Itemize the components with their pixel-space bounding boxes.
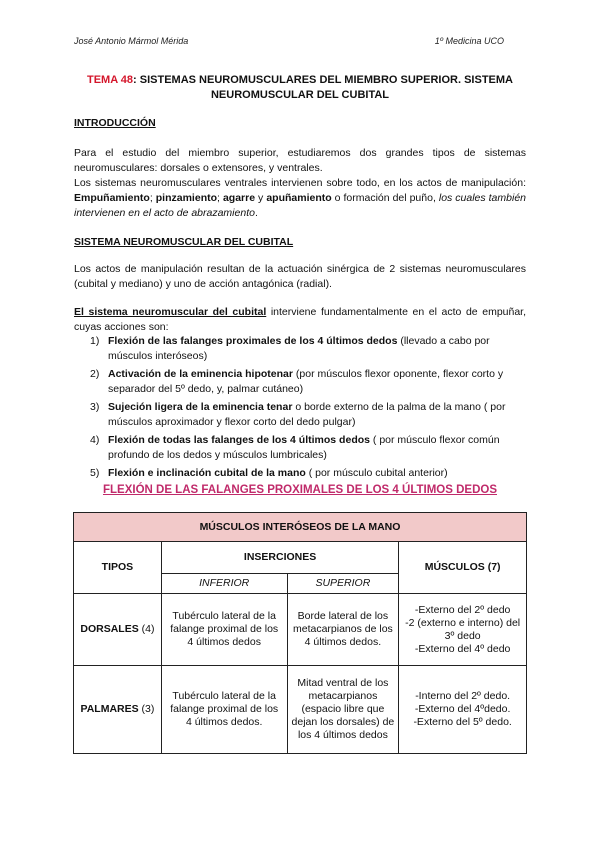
col-musculos: MÚSCULOS (7)	[399, 542, 527, 594]
col-inserciones: INSERCIONES	[161, 542, 398, 574]
col-inferior: INFERIOR	[161, 574, 287, 594]
header-course: 1º Medicina UCO	[434, 36, 504, 46]
list-item: 5) Flexión e inclinación cubital de la mano ( por músculo cubital anterior)	[90, 467, 448, 479]
inferior-cell: Tubérculo lateral de la falange proximal de los 4 últimos dedos.	[161, 666, 287, 754]
superior-cell: Borde lateral de los metacarpianos de los 4 últimos dedos.	[287, 594, 399, 666]
musculos-cell: -Interno del 2º dedo. -Externo del 4ºdedo. -Externo del 5º dedo.	[399, 666, 527, 754]
document-title	[74, 73, 526, 103]
intro-heading: INTRODUCCIÓN	[74, 117, 156, 129]
inferior-cell: Tubérculo lateral de la falange proximal de los 4 últimos dedos	[161, 594, 287, 666]
list-item: 3) Sujeción ligera de la eminencia tenar o borde externo de la palma de la mano ( por músculos aproximador y flexor corto del dedo pulgar)	[90, 401, 506, 428]
col-tipos: TIPOS	[74, 542, 162, 594]
intro-paragraph-1: Para el estudio del miembro superior, estudiaremos dos grandes tipos de sistemas neuromusculares: dorsales o extensores, y ventrales.	[74, 147, 526, 174]
cubital-heading: SISTEMA NEUROMUSCULAR DEL CUBITAL	[74, 236, 294, 248]
actions-list	[90, 334, 530, 485]
tipo-cell: DORSALES (4)	[74, 594, 162, 666]
title-line1: : SISTEMAS NEUROMUSCULARES DEL MIEMBRO SUPERIOR. SISTEMA	[133, 74, 513, 86]
table-row	[74, 594, 527, 666]
list-item: 1) Flexión de las falanges proximales de los 4 últimos dedos (llevado a cabo por músculos interóseos)	[90, 335, 490, 362]
tema-label: TEMA 48	[87, 74, 134, 86]
musculos-cell: -Externo del 2º dedo -2 (externo e interno) del 3º dedo -Externo del 4º dedo	[399, 594, 527, 666]
intro-paragraph-2: Los sistemas neuromusculares ventrales intervienen sobre todo, en los actos de manipulación: Empuñamiento; pinzamiento; agarre y apuñamiento o formación del puño, los cuales también intervienen en el acto de abrazamiento.	[74, 177, 526, 219]
table-caption: MÚSCULOS INTERÓSEOS DE LA MANO	[74, 513, 527, 542]
list-item: 4) Flexión de todas las falanges de los 4 últimos dedos ( por músculo flexor común profundo de los dedos y músculos lumbricales)	[90, 434, 500, 461]
col-superior: SUPERIOR	[287, 574, 399, 594]
header-author: José Antonio Mármol Mérida	[74, 36, 189, 46]
flexion-heading: FLEXIÓN DE LAS FALANGES PROXIMALES DE LOS 4 ÚLTIMOS DEDOS	[102, 484, 497, 496]
title-line2: NEUROMUSCULAR DEL CUBITAL	[210, 89, 390, 101]
cubital-paragraph-1: Los actos de manipulación resultan de la actuación sinérgica de 2 sistemas neuromusculares (cubital y mediano) y uno de acción antagónica (radial).	[74, 263, 526, 290]
cubital-paragraph-2: El sistema neuromuscular del cubital interviene fundamentalmente en el acto de empuñar, cuyas acciones son:	[74, 306, 527, 333]
superior-cell: Mitad ventral de los metacarpianos (espacio libre que dejan los dorsales) de los 4 últimos dedos	[287, 666, 399, 754]
interoseos-table	[73, 512, 527, 754]
list-item: 2) Activación de la eminencia hipotenar (por músculos flexor oponente, flexor corto y separador del 5º dedo, y, palmar cutáneo)	[90, 368, 504, 395]
tipo-cell: PALMARES (3)	[74, 666, 162, 754]
table-row	[74, 666, 527, 754]
